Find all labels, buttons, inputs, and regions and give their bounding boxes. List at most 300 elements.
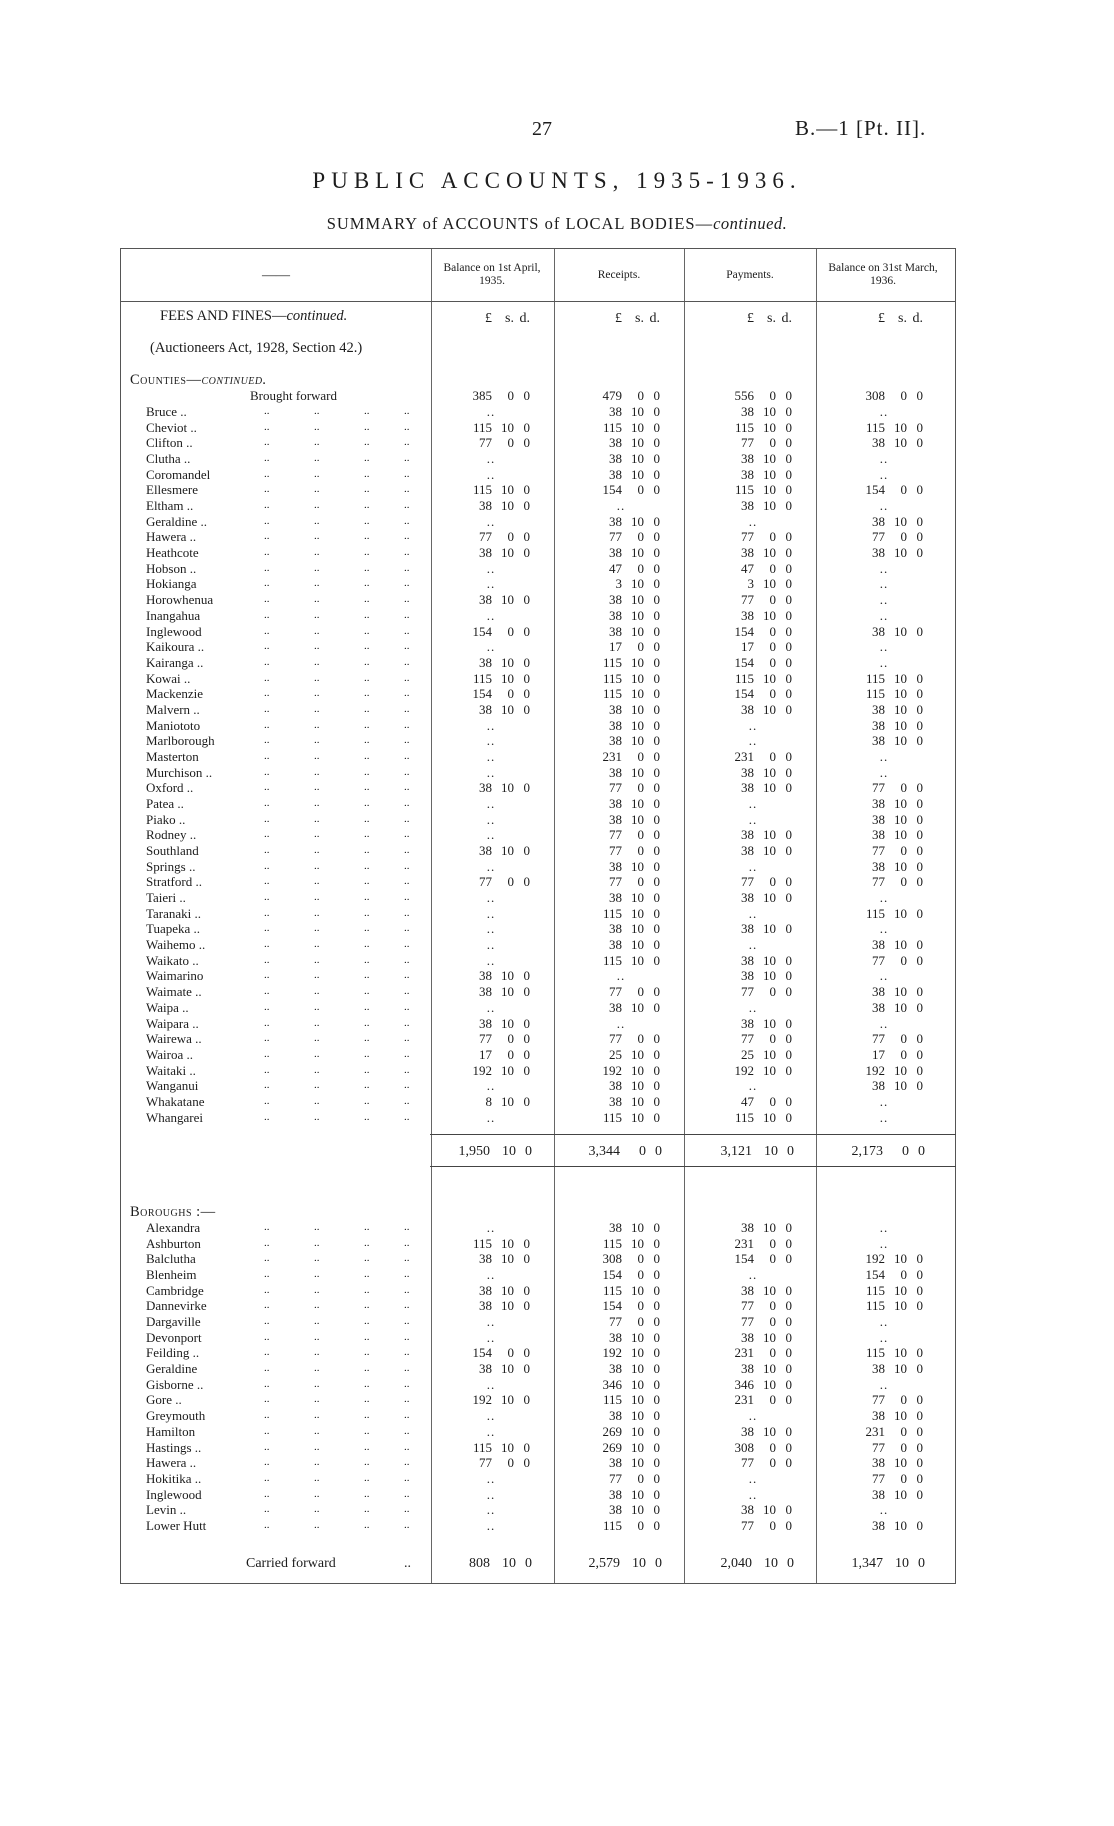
pounds: 38: [609, 858, 622, 874]
shillings: 0: [769, 560, 776, 576]
leader-dots: [264, 1251, 412, 1267]
table-row: [0, 1502, 1114, 1518]
leader-dot: ..: [264, 1503, 270, 1516]
pounds: 38: [609, 1329, 622, 1345]
shillings: 10: [763, 1046, 776, 1062]
blank-marker: ..: [486, 1329, 496, 1345]
shillings: 10: [894, 1455, 907, 1471]
leader-dot: ..: [314, 734, 320, 747]
leader-dot: ..: [364, 624, 370, 637]
leader-dot: ..: [364, 859, 370, 872]
leader-dot: ..: [404, 624, 410, 637]
leader-dots: [264, 1236, 412, 1252]
shillings: 10: [631, 435, 644, 451]
shillings: 10: [894, 1078, 907, 1094]
pence: 0: [653, 686, 660, 702]
pence: 0: [785, 1298, 792, 1314]
table-row: [0, 733, 1114, 749]
pounds: 115: [602, 670, 622, 686]
pounds: 77: [479, 435, 492, 451]
unit-shillings: s.: [767, 311, 776, 326]
shillings: 10: [631, 576, 644, 592]
pence: 0: [523, 419, 530, 435]
blank-marker: ..: [879, 654, 889, 670]
pence: 0: [785, 1345, 792, 1361]
pounds: 192: [602, 1062, 622, 1078]
leader-dots: [264, 561, 412, 577]
table-row: [0, 1078, 1114, 1094]
leader-dot: ..: [404, 436, 410, 449]
pence: 0: [653, 1062, 660, 1078]
row-name: Tuapeka ..: [146, 921, 201, 937]
pence: 0: [916, 984, 923, 1000]
pounds: 38: [741, 952, 754, 968]
shillings: 10: [501, 1251, 514, 1267]
pounds: 154: [602, 1267, 622, 1283]
table-row: [0, 1094, 1114, 1110]
pounds: 38: [872, 701, 885, 717]
pence: 0: [653, 466, 660, 482]
blank-marker: ..: [486, 1502, 496, 1518]
leader-dot: ..: [404, 405, 410, 417]
shillings: 0: [507, 435, 514, 451]
shillings: 0: [900, 874, 907, 890]
shillings: 10: [501, 1439, 514, 1455]
row-name: Bruce ..: [146, 404, 187, 419]
leader-dot: ..: [404, 499, 410, 512]
pounds: 38: [741, 451, 754, 467]
pence: 0: [785, 1502, 792, 1518]
row-name: Waimate ..: [146, 984, 202, 1000]
leader-dot: ..: [404, 514, 410, 527]
leader-dot: ..: [314, 1032, 320, 1045]
leader-dots: [264, 1408, 412, 1424]
shillings: 0: [637, 1267, 644, 1283]
table-row: [0, 1455, 1114, 1471]
leader-dot: ..: [314, 1456, 320, 1469]
pounds: 154: [734, 1251, 754, 1267]
leader-dots: [264, 514, 412, 530]
pence: 0: [785, 1314, 792, 1330]
shillings: 10: [631, 1502, 644, 1518]
pounds: 38: [872, 811, 885, 827]
page-reference: B.—1 [Pt. II].: [795, 116, 927, 140]
leader-dot: ..: [314, 797, 320, 809]
leader-dot: ..: [404, 797, 410, 809]
leader-dot: ..: [314, 467, 320, 480]
leader-dot: ..: [404, 452, 410, 465]
blank-marker: ..: [486, 1408, 496, 1424]
shillings: 10: [501, 1361, 514, 1377]
shillings: 0: [507, 1345, 514, 1361]
pounds: 38: [872, 796, 885, 811]
table-row: [0, 388, 1114, 404]
pence: 0: [785, 1031, 792, 1047]
leader-dot: ..: [364, 1032, 370, 1045]
leader-dot: ..: [404, 1409, 410, 1422]
table-row: [0, 890, 1114, 906]
pence: 0: [785, 435, 792, 451]
leader-dots: [264, 1031, 412, 1047]
shillings: 10: [631, 686, 644, 702]
blank-marker: ..: [486, 717, 496, 733]
leader-dot: ..: [264, 1393, 270, 1406]
pounds: 38: [741, 1015, 754, 1031]
unit-shillings: s.: [505, 311, 514, 326]
section-title: [160, 308, 347, 325]
shillings: 10: [894, 858, 907, 874]
shillings: 10: [502, 1556, 516, 1571]
row-name: Waitaki ..: [146, 1062, 196, 1078]
pounds: 77: [609, 1314, 622, 1330]
pounds: 38: [872, 984, 885, 1000]
leader-dot: ..: [364, 1456, 370, 1469]
pounds: 115: [865, 670, 885, 686]
pence: 0: [785, 592, 792, 608]
leader-dot: ..: [314, 1094, 320, 1107]
shillings: 10: [501, 1062, 514, 1078]
shillings: 10: [501, 482, 514, 498]
blank-marker: ..: [486, 764, 496, 780]
leader-dot: ..: [264, 1094, 270, 1107]
table-row: [0, 1267, 1114, 1283]
pounds: 77: [609, 529, 622, 545]
pounds: 38: [609, 1078, 622, 1094]
blank-marker: ..: [879, 890, 889, 906]
pence: 0: [655, 1556, 662, 1571]
blank-marker: ..: [748, 905, 758, 921]
leader-dot: ..: [364, 1079, 370, 1092]
leader-dot: ..: [314, 781, 320, 794]
pence: 0: [653, 1502, 660, 1518]
leader-dot: ..: [404, 844, 410, 857]
pence: 0: [653, 921, 660, 937]
pounds: 38: [609, 937, 622, 953]
leader-dot: ..: [314, 1079, 320, 1092]
row-name: Gore ..: [146, 1392, 182, 1408]
row-name: Marlborough: [146, 733, 215, 749]
leader-dot: ..: [264, 1409, 270, 1422]
pounds: 38: [479, 545, 492, 561]
leader-dot: ..: [314, 624, 320, 637]
blank-marker: ..: [486, 1470, 496, 1486]
table-row: [0, 420, 1114, 436]
pounds: 38: [479, 984, 492, 1000]
pounds: 38: [609, 513, 622, 529]
row-name: Dannevirke: [146, 1298, 207, 1314]
leader-dot: ..: [364, 593, 370, 606]
pence: 0: [653, 435, 660, 451]
shillings: 10: [501, 545, 514, 561]
pounds: 38: [872, 1517, 885, 1533]
leader-dot: ..: [364, 734, 370, 747]
table-row: [0, 561, 1114, 577]
leader-dots: [264, 1298, 412, 1314]
carried-forward-row: [0, 1555, 1114, 1573]
leader-dot: ..: [264, 483, 270, 496]
shillings: 10: [631, 1361, 644, 1377]
pounds: 38: [872, 545, 885, 561]
pence: 0: [785, 1392, 792, 1408]
pence: 0: [916, 1423, 923, 1439]
leader-dot: ..: [404, 1518, 410, 1531]
pence: 0: [653, 780, 660, 796]
leader-dot: ..: [364, 1503, 370, 1516]
leader-dots: [264, 576, 412, 592]
leader-dot: ..: [314, 1110, 320, 1123]
table-row: [0, 1518, 1114, 1534]
leader-dot: ..: [264, 1330, 270, 1343]
shillings: 10: [631, 1220, 644, 1235]
row-name: Wairoa ..: [146, 1046, 193, 1062]
pence: 0: [653, 1282, 660, 1298]
pence: 0: [785, 1517, 792, 1533]
blank-marker: ..: [616, 498, 626, 514]
table-row: [0, 624, 1114, 640]
pence: 0: [785, 576, 792, 592]
row-name: Coromandel: [146, 466, 211, 482]
pounds: 115: [865, 1298, 885, 1314]
pounds: 269: [602, 1439, 622, 1455]
pounds: 77: [479, 529, 492, 545]
pence: 0: [653, 890, 660, 906]
leader-dot: ..: [364, 546, 370, 559]
pounds: 154: [472, 623, 492, 639]
shillings: 0: [769, 435, 776, 451]
header-opening-balance: Balance on 1st April, 1935.: [443, 262, 541, 287]
pence: 0: [916, 1408, 923, 1424]
pence: 0: [785, 874, 792, 890]
shillings: 0: [637, 874, 644, 890]
blank-marker: ..: [879, 921, 889, 937]
pence: 0: [523, 498, 530, 514]
shillings: 0: [900, 1031, 907, 1047]
leader-dots: [264, 1392, 412, 1408]
leader-dot: ..: [404, 891, 410, 904]
pence: 0: [653, 1314, 660, 1330]
pounds: 38: [741, 968, 754, 984]
shillings: 10: [631, 733, 644, 749]
shillings: 10: [501, 1235, 514, 1251]
leader-dot: ..: [264, 1487, 270, 1500]
shillings: 10: [631, 1423, 644, 1439]
row-name: Geraldine ..: [146, 513, 208, 529]
pence: 0: [523, 670, 530, 686]
shillings: 10: [763, 827, 776, 843]
pence: 0: [653, 639, 660, 655]
leader-dots: [264, 482, 412, 498]
leader-dot: ..: [404, 1299, 410, 1312]
pounds: 77: [872, 780, 885, 796]
table-row: [0, 1345, 1114, 1361]
leader-dot: ..: [264, 875, 270, 888]
pence: 0: [653, 717, 660, 733]
pence: 0: [523, 592, 530, 608]
leader-dot: ..: [264, 1299, 270, 1312]
pence: 0: [653, 560, 660, 576]
leader-dot: ..: [364, 1063, 370, 1076]
pounds: 38: [609, 890, 622, 906]
blank-marker: ..: [486, 733, 496, 749]
pounds: 231: [734, 748, 754, 764]
shillings: 10: [631, 952, 644, 968]
pence: 0: [653, 701, 660, 717]
pounds: 192: [472, 1392, 492, 1408]
leader-dot: ..: [404, 1424, 410, 1437]
leader-dot: ..: [404, 530, 410, 543]
pence: 0: [785, 827, 792, 843]
shillings: 0: [507, 686, 514, 702]
blank-marker: ..: [486, 952, 496, 968]
pence: 0: [523, 1439, 530, 1455]
shillings: 0: [507, 1046, 514, 1062]
pounds: 385: [472, 388, 492, 403]
pence: 0: [785, 639, 792, 655]
pence: 0: [523, 701, 530, 717]
leader-dot: ..: [404, 1236, 410, 1249]
shillings: 0: [637, 388, 644, 403]
leader-dot: ..: [314, 1503, 320, 1516]
pounds: 38: [609, 1361, 622, 1377]
counties-totals-row: [0, 1143, 1114, 1161]
leader-dot: ..: [264, 420, 270, 433]
table-row: [0, 1440, 1114, 1456]
pounds: 38: [741, 701, 754, 717]
pence: 0: [785, 780, 792, 796]
pounds: 154: [602, 1298, 622, 1314]
pence: 0: [653, 576, 660, 592]
pounds: 77: [872, 1470, 885, 1486]
pounds: 38: [479, 968, 492, 984]
leader-dot: ..: [314, 1518, 320, 1531]
leader-dots: [264, 467, 412, 483]
leader-dot: ..: [314, 922, 320, 935]
shillings: 10: [894, 796, 907, 811]
shillings: 10: [894, 545, 907, 561]
pounds: 192: [472, 1062, 492, 1078]
pence: 0: [916, 1062, 923, 1078]
pounds: 269: [602, 1423, 622, 1439]
shillings: 10: [501, 984, 514, 1000]
shillings: 0: [637, 827, 644, 843]
pounds: 38: [872, 1361, 885, 1377]
pence: 0: [785, 1439, 792, 1455]
pounds: 38: [479, 701, 492, 717]
pence: 0: [785, 1235, 792, 1251]
pounds: 38: [741, 545, 754, 561]
pounds: 38: [479, 1361, 492, 1377]
leader-dot: ..: [364, 1016, 370, 1029]
row-name: Levin ..: [146, 1502, 187, 1518]
leader-dot: ..: [364, 1518, 370, 1531]
unit-shillings: s.: [635, 311, 644, 326]
shillings: 10: [894, 1408, 907, 1424]
leader-dot: ..: [264, 1016, 270, 1029]
pounds: 77: [872, 1392, 885, 1408]
pounds: 17: [609, 639, 622, 655]
pence: 0: [653, 1078, 660, 1094]
pence: 0: [523, 843, 530, 859]
pounds: 38: [741, 1329, 754, 1345]
pounds: 38: [479, 780, 492, 796]
blank-marker: ..: [748, 733, 758, 749]
pounds: 115: [602, 654, 622, 670]
pence: 0: [785, 1046, 792, 1062]
leader-dot: ..: [364, 577, 370, 590]
leader-dot: ..: [364, 420, 370, 433]
table-row: [0, 686, 1114, 702]
counties-heading-continued: continued.: [201, 372, 267, 388]
leader-dot: ..: [364, 1047, 370, 1060]
pounds: 115: [865, 1345, 885, 1361]
row-name: Dargaville: [146, 1314, 201, 1330]
shillings: 10: [763, 498, 776, 514]
row-name: Cambridge: [146, 1282, 204, 1298]
blank-marker: ..: [486, 1486, 496, 1502]
leader-dot: ..: [264, 1236, 270, 1249]
unit-pence: d.: [912, 311, 923, 326]
blank-marker: ..: [748, 1470, 758, 1486]
pounds: 77: [609, 780, 622, 796]
pence: 0: [523, 1251, 530, 1267]
leader-dot: ..: [404, 1456, 410, 1469]
leader-dots: [264, 890, 412, 906]
pounds: 2,040: [720, 1556, 752, 1571]
shillings: 10: [894, 905, 907, 921]
pounds: 38: [741, 921, 754, 937]
pence: 0: [916, 419, 923, 435]
leader-dot: ..: [404, 1000, 410, 1013]
leader-dot: ..: [404, 1032, 410, 1045]
blank-marker: ..: [486, 1314, 496, 1330]
blank-marker: ..: [486, 451, 496, 467]
leader-dot: ..: [364, 875, 370, 888]
pounds: 38: [872, 1455, 885, 1471]
pence: 0: [916, 858, 923, 874]
pence: 0: [653, 451, 660, 467]
blank-marker: ..: [879, 1220, 889, 1235]
pence: 0: [785, 1455, 792, 1471]
leader-dot: ..: [404, 1094, 410, 1107]
unit-pence: d.: [781, 311, 792, 326]
shillings: 10: [763, 1502, 776, 1518]
leader-dot: ..: [404, 420, 410, 433]
leader-dot: ..: [264, 1047, 270, 1060]
shillings: 0: [507, 388, 514, 403]
leader-dot: ..: [314, 1268, 320, 1281]
table-row: [0, 1361, 1114, 1377]
leader-dot: ..: [314, 1393, 320, 1406]
pounds: 38: [479, 498, 492, 514]
leader-dot: ..: [314, 1471, 320, 1484]
leader-dots: [264, 1361, 412, 1377]
table-row: [0, 498, 1114, 514]
pence: 0: [785, 670, 792, 686]
pounds: 77: [872, 1439, 885, 1455]
shillings: 10: [894, 1517, 907, 1533]
pounds: 115: [734, 482, 754, 498]
leader-dot: ..: [404, 1377, 410, 1390]
shillings: 10: [894, 1486, 907, 1502]
leader-dot: ..: [364, 1471, 370, 1484]
leader-dot: ..: [404, 953, 410, 966]
leader-dot: ..: [264, 718, 270, 731]
pence: 0: [653, 1470, 660, 1486]
table-row: [0, 482, 1114, 498]
leader-dot: ..: [314, 1487, 320, 1500]
pence: 0: [523, 1392, 530, 1408]
table-row: [0, 1016, 1114, 1032]
